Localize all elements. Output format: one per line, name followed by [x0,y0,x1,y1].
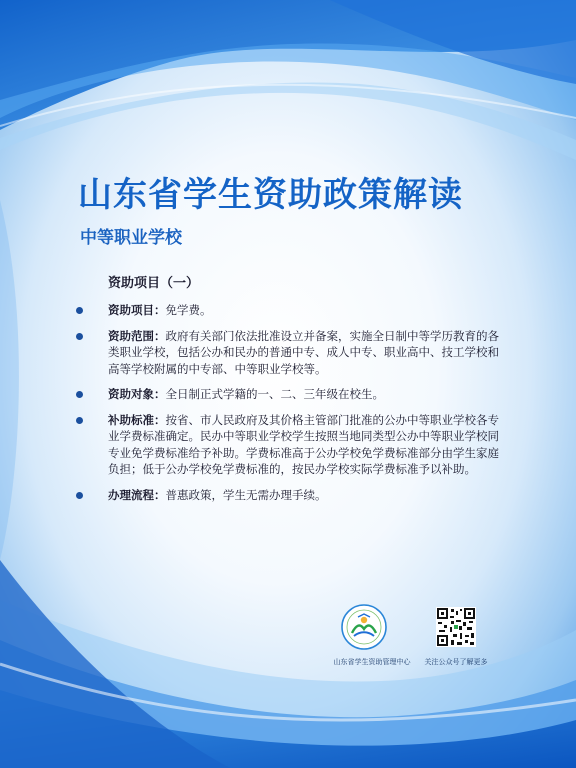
item-label: 资助对象： [108,387,166,401]
item-label: 资助项目： [108,303,166,317]
policy-item-procedure [74,487,504,504]
item-label: 补助标准： [108,412,166,427]
student-aid-center-logo-icon [340,603,388,651]
left-edge-wave [0,200,19,560]
wechat-qr-code [436,607,476,647]
bullet-icon [76,492,83,499]
policy-item-scope [74,328,504,378]
bullet-icon [76,307,83,314]
policy-item-project [74,302,504,319]
bullet-icon [76,417,83,424]
page-title: 山东省学生资助政策解读 [78,175,463,215]
item-text: 全日制正式学籍的一、二、三年级在校生。 [165,387,384,401]
policy-item-recipients [74,386,504,403]
policy-item-list [74,302,504,512]
top-wave-light [0,82,576,160]
item-text: 免学费。 [165,303,212,317]
bullet-icon [76,391,83,398]
page-subtitle: 中等职业学校 [80,228,182,248]
bullet-icon [76,333,83,340]
item-text: 普惠政策，学生无需办理手续。 [165,487,327,502]
item-label: 办理流程： [108,487,166,502]
policy-item-standard [74,412,504,478]
qr-caption: 关注公众号了解更多 [424,658,488,666]
organization-name: 山东省学生资助管理中心 [333,658,411,666]
item-text: 政府有关部门依法批准设立并备案，实施全日制中等学历教育的各类职业学校，包括公办和民办的普通中专、成人中专、职业高中、技工学校和高等学校附属的中专部、中等职业学校等。 [108,328,499,376]
item-text: 按省、市人民政府及其价格主管部门批准的公办中等职业学校各专业学费标准确定。民办中等职业学校学生按照当地同类型公办中等职业学校同专业免学费标准给予补助。学费标准高于公办学校免学费标准部分由学生家庭负担；低于公办学校免学费标准的，按民办学校实际学费标准予以补助。 [108,412,499,476]
section-heading: 资助项目（一） [108,276,200,291]
item-label: 资助范围： [108,328,166,343]
